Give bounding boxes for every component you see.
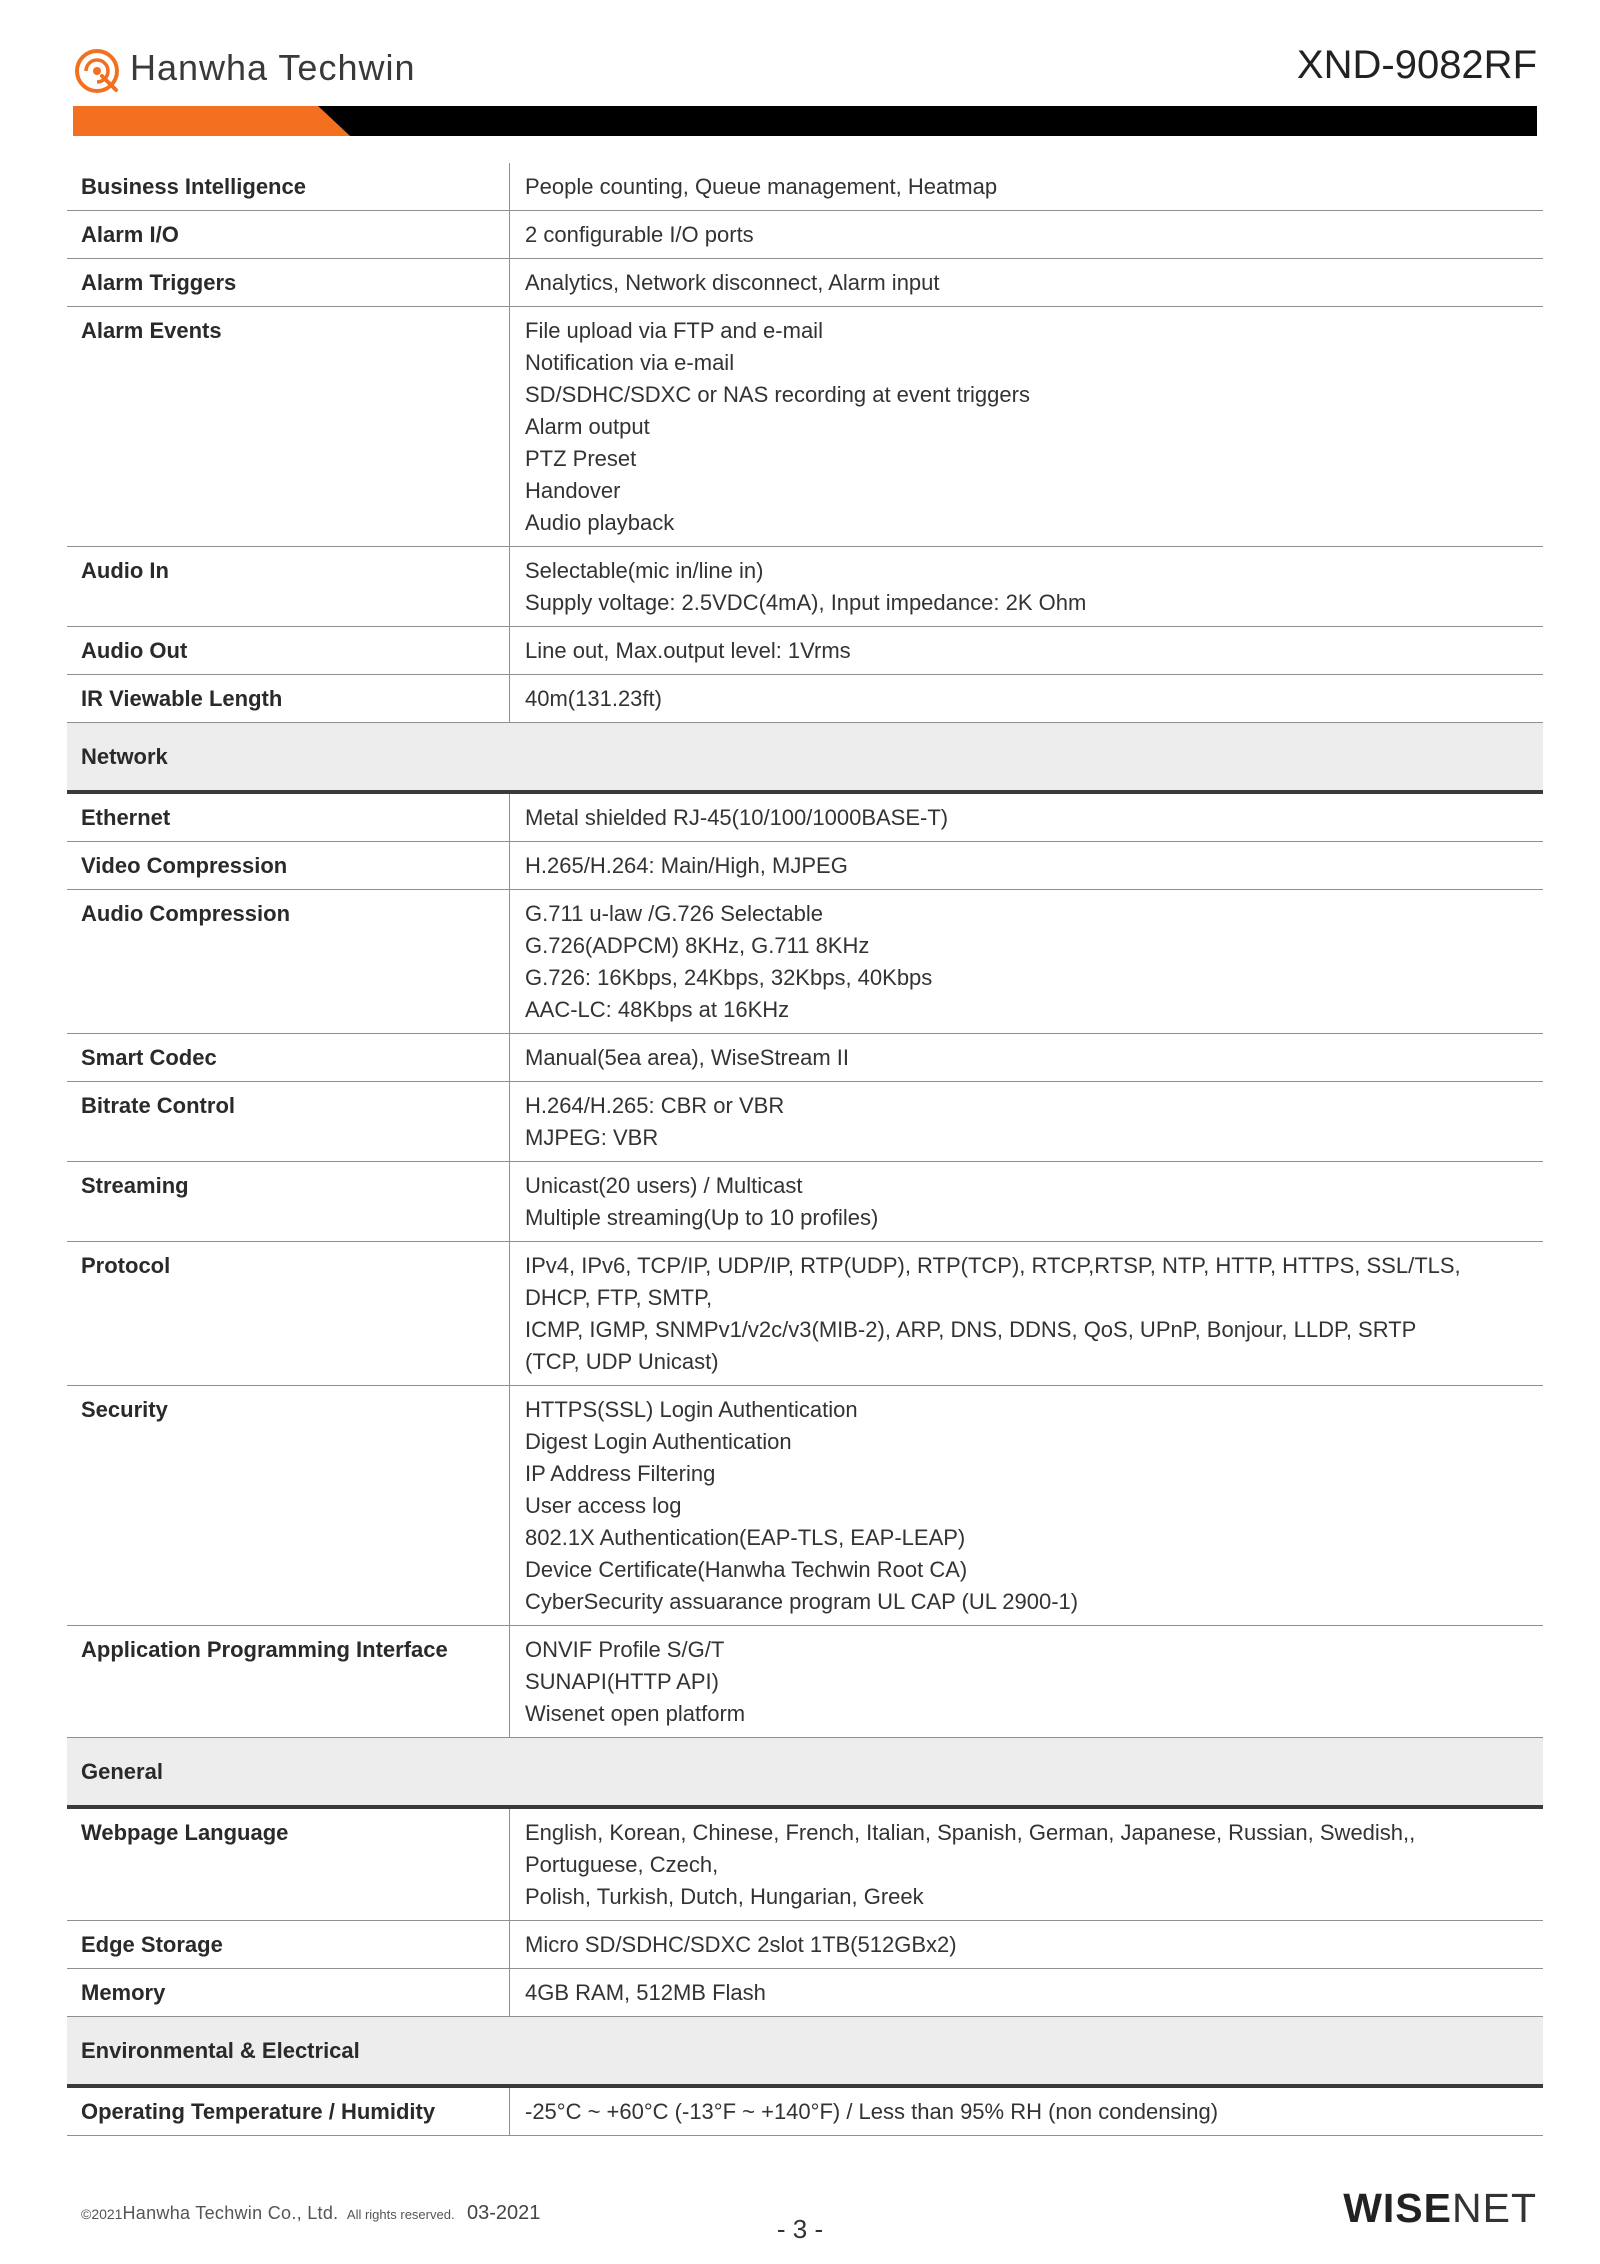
spec-row-edge-storage <box>67 1921 1543 1969</box>
spec-value-line: MJPEG: VBR <box>525 1125 659 1150</box>
spec-value-line: IPv4, IPv6, TCP/IP, UDP/IP, RTP(UDP), RTP(TCP), RTCP,RTSP, NTP, HTTP, HTTPS, SSL/TLS, <box>525 1253 1461 1278</box>
document-date: 03-2021 <box>467 2202 541 2224</box>
spec-label: Edge Storage <box>81 1932 223 1957</box>
spec-value-line: Device Certificate(Hanwha Techwin Root CA) <box>525 1557 968 1582</box>
spec-value <box>509 547 1543 626</box>
spec-row-alarm-triggers <box>67 259 1543 307</box>
spec-value <box>509 211 1543 258</box>
spec-value-line: Supply voltage: 2.5VDC(4mA), Input impedance: 2K Ohm <box>525 590 1087 615</box>
wisenet-logo-net: NET <box>1452 2185 1537 2231</box>
spec-value-line: HTTPS(SSL) Login Authentication <box>525 1397 858 1422</box>
rights-reserved: All rights reserved. <box>346 2207 455 2222</box>
spec-value <box>509 1969 1543 2016</box>
spec-label: Bitrate Control <box>81 1093 235 1118</box>
spec-label: Operating Temperature / Humidity <box>81 2099 436 2124</box>
spec-value <box>509 794 1543 841</box>
section-header-network: Network <box>67 723 1543 794</box>
spec-label: Webpage Language <box>81 1820 289 1845</box>
spec-value <box>509 1082 1543 1161</box>
spec-value-line: (TCP, UDP Unicast) <box>525 1349 719 1374</box>
spec-value <box>509 1162 1543 1241</box>
spec-row-alarm-events <box>67 307 1543 547</box>
spec-value-line: Portuguese, Czech, <box>525 1852 719 1877</box>
spec-value <box>509 1626 1543 1737</box>
spec-label: Application Programming Interface <box>81 1637 448 1662</box>
spec-label: Video Compression <box>81 853 288 878</box>
spec-value-line: Handover <box>525 478 621 503</box>
spec-label: Alarm I/O <box>81 222 179 247</box>
spec-value-line: G.726(ADPCM) 8KHz, G.711 8KHz <box>525 933 870 958</box>
spec-value <box>509 1809 1543 1920</box>
spec-row-application-programming-interface <box>67 1626 1543 1738</box>
spec-label: Audio Compression <box>81 901 291 926</box>
spec-row-alarm-io <box>67 211 1543 259</box>
spec-value-line: G.711 u-law /G.726 Selectable <box>525 901 823 926</box>
spec-value-line: ICMP, IGMP, SNMPv1/v2c/v3(MIB-2), ARP, DNS, DDNS, QoS, UPnP, Bonjour, LLDP, SRTP <box>525 1317 1417 1342</box>
spec-value-line: PTZ Preset <box>525 446 637 471</box>
spec-label: Smart Codec <box>81 1045 217 1070</box>
spec-row-audio-in <box>67 547 1543 627</box>
spec-value-line: Digest Login Authentication <box>525 1429 792 1454</box>
spec-value-line: ONVIF Profile S/G/T <box>525 1637 725 1662</box>
spec-value-line: CyberSecurity assuarance program UL CAP (UL 2900-1) <box>525 1589 1079 1614</box>
section-header-general: General <box>67 1738 1543 1809</box>
spec-label: Protocol <box>81 1253 171 1278</box>
spec-value-line: Analytics, Network disconnect, Alarm input <box>525 270 940 295</box>
spec-value-line: Manual(5ea area), WiseStream II <box>525 1045 850 1070</box>
spec-value-line: G.726: 16Kbps, 24Kbps, 32Kbps, 40Kbps <box>525 965 933 990</box>
spec-value-line: Metal shielded RJ-45(10/100/1000BASE-T) <box>525 805 949 830</box>
spec-table <box>67 163 1543 2136</box>
spec-value-line: H.264/H.265: CBR or VBR <box>525 1093 785 1118</box>
spec-label: Business Intelligence <box>81 174 306 199</box>
spec-row-ir-viewable-length <box>67 675 1543 723</box>
spec-value-line: IP Address Filtering <box>525 1461 716 1486</box>
spec-label: Ethernet <box>81 805 171 830</box>
spec-row-memory <box>67 1969 1543 2017</box>
spec-value-line: Line out, Max.output level: 1Vrms <box>525 638 851 663</box>
spec-row-business-intelligence <box>67 163 1543 211</box>
spec-row-video-compression <box>67 842 1543 890</box>
spec-value-line: Wisenet open platform <box>525 1701 746 1726</box>
spec-label: IR Viewable Length <box>81 686 283 711</box>
wisenet-logo <box>1343 2186 1537 2230</box>
spec-value-line: SD/SDHC/SDXC or NAS recording at event triggers <box>525 382 1030 407</box>
spec-value <box>509 307 1543 546</box>
spec-row-bitrate-control <box>67 1082 1543 1162</box>
spec-value-line: 802.1X Authentication(EAP-TLS, EAP-LEAP) <box>525 1525 966 1550</box>
spec-value-line: People counting, Queue management, Heatmap <box>525 174 998 199</box>
spec-row-audio-compression <box>67 890 1543 1034</box>
spec-label: Alarm Events <box>81 318 222 343</box>
spec-label: Alarm Triggers <box>81 270 237 295</box>
spec-value <box>509 1386 1543 1625</box>
spec-value <box>509 163 1543 210</box>
spec-value <box>509 1242 1543 1385</box>
spec-value-line: SUNAPI(HTTP API) <box>525 1669 719 1694</box>
spec-value-line: 4GB RAM, 512MB Flash <box>525 1980 766 2005</box>
spec-value <box>509 2088 1543 2135</box>
spec-row-webpage-language <box>67 1809 1543 1921</box>
spec-value-line: H.265/H.264: Main/High, MJPEG <box>525 853 848 878</box>
spec-value-line: Notification via e-mail <box>525 350 735 375</box>
spec-row-streaming <box>67 1162 1543 1242</box>
spec-value-line: AAC-LC: 48Kbps at 16KHz <box>525 997 790 1022</box>
spec-label: Audio In <box>81 558 169 583</box>
spec-row-smart-codec <box>67 1034 1543 1082</box>
header-accent-bar <box>73 106 1537 136</box>
section-header-environmental-electrical: Environmental & Electrical <box>67 2017 1543 2088</box>
spec-value-line: Audio playback <box>525 510 675 535</box>
spec-label: Memory <box>81 1980 166 2005</box>
brand-name: Hanwha Techwin <box>130 47 416 88</box>
spec-value <box>509 1034 1543 1081</box>
spec-label: Audio Out <box>81 638 188 663</box>
page-number: - 3 - <box>776 2214 824 2244</box>
spec-value-line: File upload via FTP and e-mail <box>525 318 823 343</box>
spec-value <box>509 1921 1543 1968</box>
spec-value-line: 2 configurable I/O ports <box>525 222 754 247</box>
spec-row-ethernet <box>67 794 1543 842</box>
spec-value-line: Micro SD/SDHC/SDXC 2slot 1TB(512GBx2) <box>525 1932 957 1957</box>
spec-label: Streaming <box>81 1173 189 1198</box>
spec-value-line: Alarm output <box>525 414 650 439</box>
spec-value-line: 40m(131.23ft) <box>525 686 662 711</box>
model-number: XND-9082RF <box>1296 43 1537 87</box>
spec-value-line: Multiple streaming(Up to 10 profiles) <box>525 1205 879 1230</box>
spec-value-line: Polish, Turkish, Dutch, Hungarian, Greek <box>525 1884 924 1909</box>
spec-value <box>509 627 1543 674</box>
spec-value <box>509 842 1543 889</box>
spec-value-line: User access log <box>525 1493 682 1518</box>
spec-row-security <box>67 1386 1543 1626</box>
spec-value-line: Selectable(mic in/line in) <box>525 558 764 583</box>
spec-value <box>509 675 1543 722</box>
spec-row-operating-temperature-humidity <box>67 2088 1543 2136</box>
company-name: Hanwha Techwin Co., Ltd. <box>122 2203 339 2223</box>
wisenet-logo-wise: WISE <box>1343 2185 1452 2231</box>
hanwha-swirl-icon <box>72 46 122 96</box>
spec-value <box>509 259 1543 306</box>
spec-value <box>509 890 1543 1033</box>
spec-value-line: Unicast(20 users) / Multicast <box>525 1173 803 1198</box>
spec-value-line: -25°C ~ +60°C (-13°F ~ +140°F) / Less than 95% RH (non condensing) <box>525 2099 1219 2124</box>
spec-row-protocol <box>67 1242 1543 1386</box>
spec-row-audio-out <box>67 627 1543 675</box>
copyright-year: ©2021 <box>81 2206 123 2222</box>
spec-value-line: DHCP, FTP, SMTP, <box>525 1285 713 1310</box>
spec-label: Security <box>81 1397 168 1422</box>
spec-value-line: English, Korean, Chinese, French, Italian, Spanish, German, Japanese, Russian, Swedish,, <box>525 1820 1416 1845</box>
